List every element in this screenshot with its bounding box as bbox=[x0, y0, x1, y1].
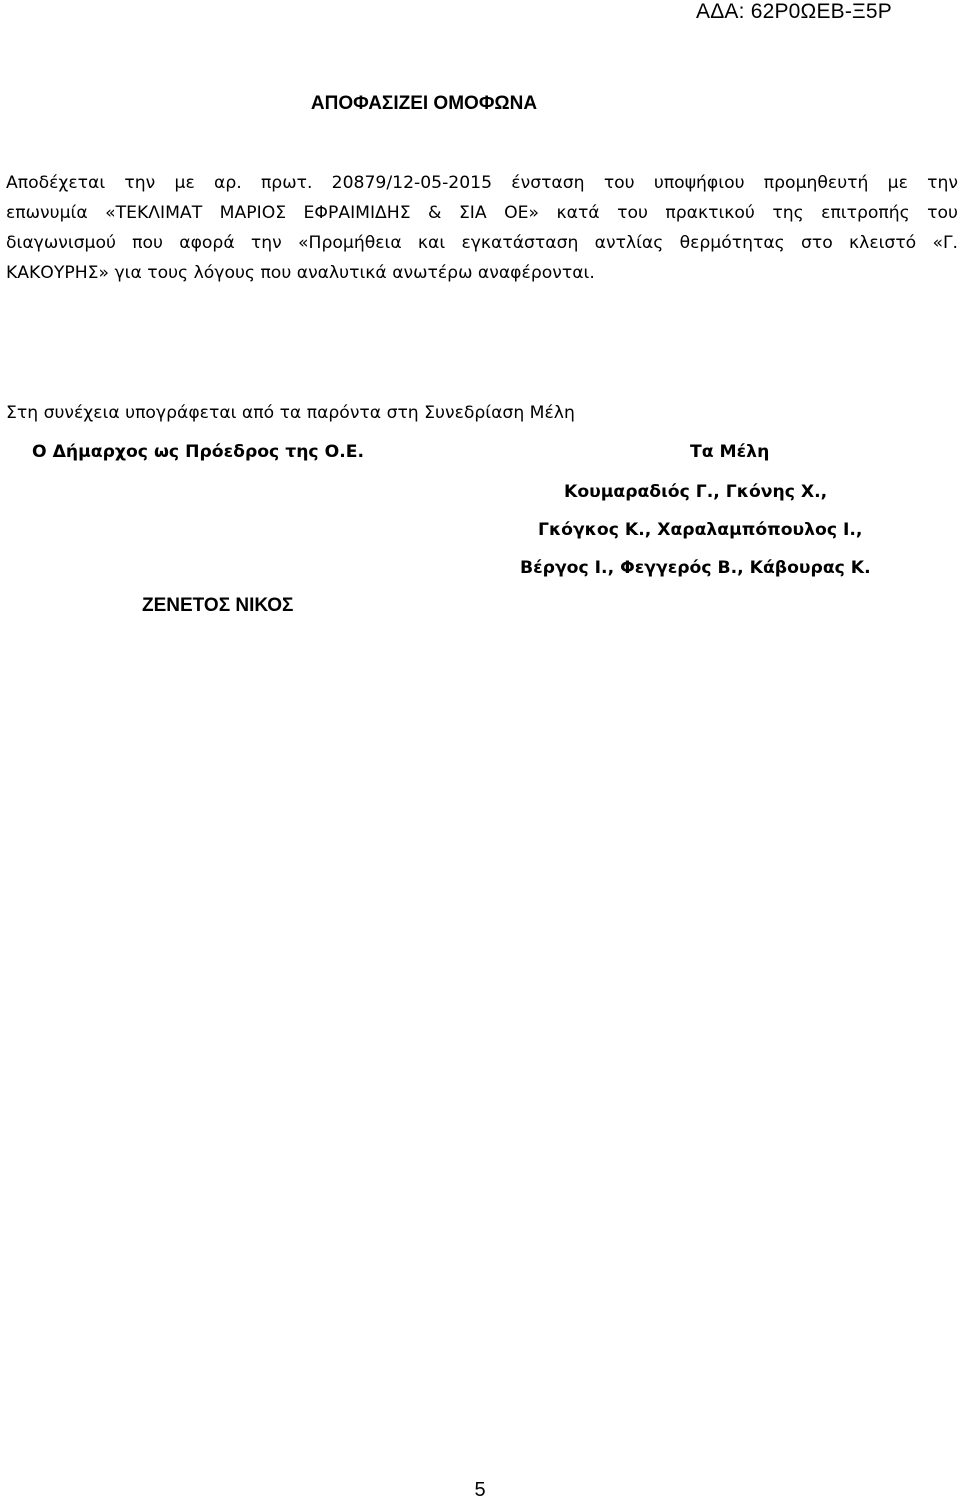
ada-code: ΑΔΑ: 62Ρ0ΩΕΒ-Ξ5Ρ bbox=[696, 0, 892, 23]
members-line-3: Βέργος Ι., Φεγγερός Β., Κάβουρας Κ. bbox=[520, 558, 871, 578]
page-number: 5 bbox=[474, 1479, 486, 1501]
members-title: Τα Μέλη bbox=[690, 442, 770, 462]
signature-intro: Στη συνέχεια υπογράφεται από τα παρόντα στη Συνεδρίαση Μέλη bbox=[6, 403, 575, 423]
members-line-1: Κουμαραδιός Γ., Γκόνης Χ., bbox=[564, 482, 828, 502]
decision-paragraph bbox=[6, 168, 958, 288]
members-line-2: Γκόγκος Κ., Χαραλαμπόπουλος Ι., bbox=[538, 520, 863, 540]
mayor-title: Ο Δήμαρχος ως Πρόεδρος της Ο.Ε. bbox=[32, 442, 365, 462]
decision-heading: ΑΠΟΦΑΣΙΖΕΙ ΟΜΟΦΩΝΑ bbox=[310, 93, 538, 114]
decision-line-3: διαγωνισμού που αφορά την «Προμήθεια και εγκατάσταση αντλίας θερμότητας στο κλειστό «Γ. bbox=[6, 233, 958, 253]
decision-line-2: επωνυμία «ΤΕΚΛΙΜΑΤ ΜΑΡΙΟΣ ΕΦΡΑΙΜΙΔΗΣ & ΣΙΑ ΟΕ» κατά του πρακτικού της επιτροπής του bbox=[6, 203, 958, 223]
decision-line-4: ΚΑΚΟΥΡΗΣ» για τους λόγους που αναλυτικά ανωτέρω αναφέρονται. bbox=[6, 263, 595, 283]
decision-line-1: Αποδέχεται την με αρ. πρωτ. 20879/12-05-2015 ένσταση του υποψήφιου προμηθευτή με την bbox=[6, 173, 958, 193]
mayor-name: ΖΕΝΕΤΟΣ ΝΙΚΟΣ bbox=[142, 595, 294, 616]
